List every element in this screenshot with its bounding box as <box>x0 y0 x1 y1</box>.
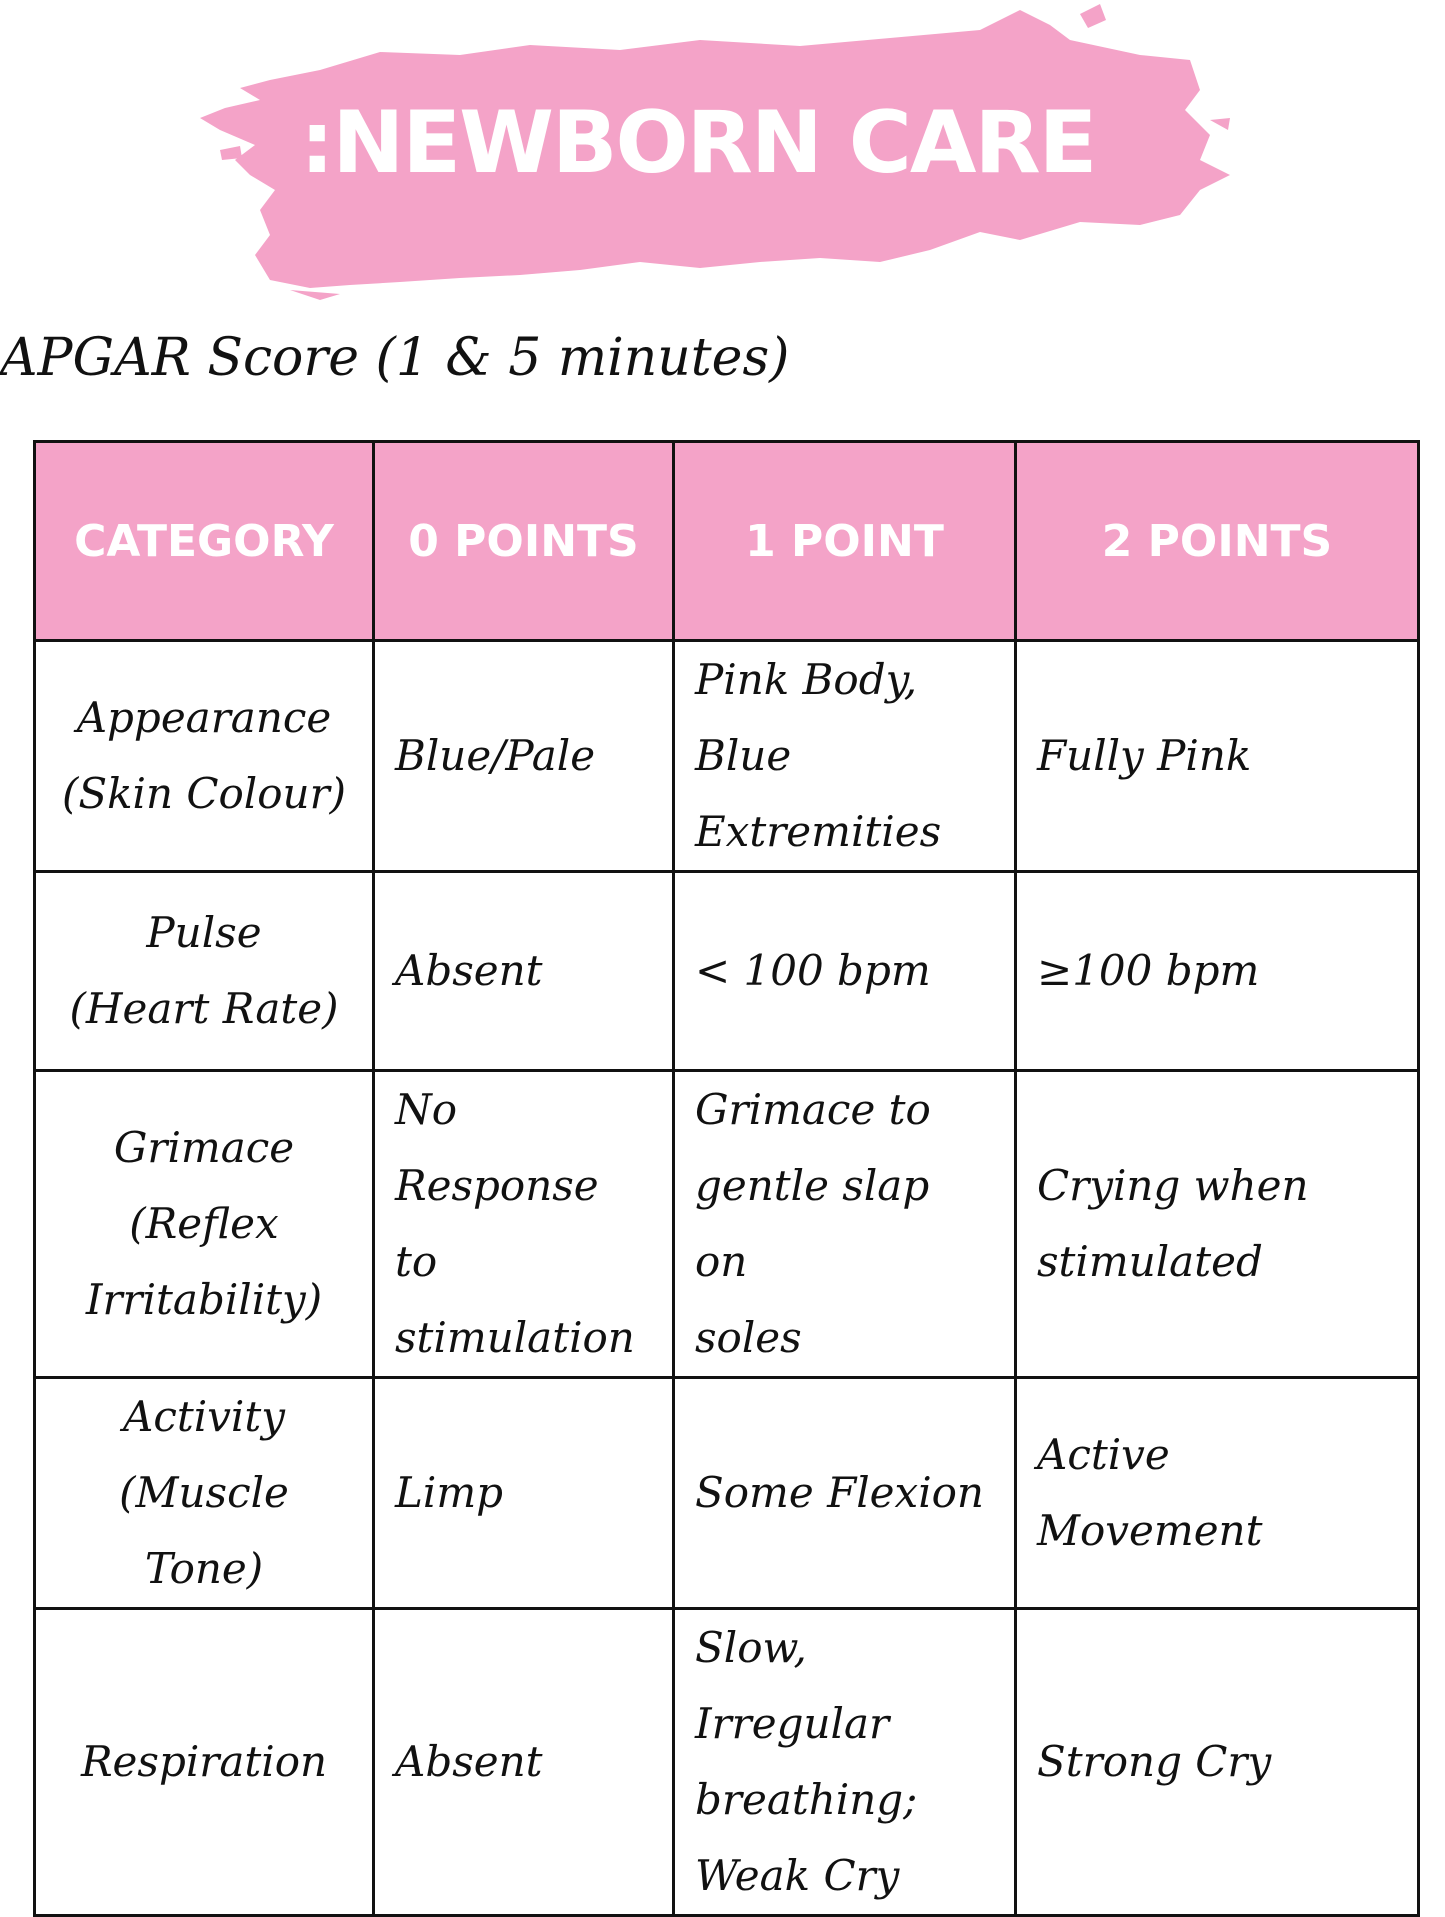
zero-points-cell <box>374 1609 674 1916</box>
zero-points-cell <box>374 641 674 872</box>
cell-line: (Heart Rate) <box>69 984 339 1033</box>
header-1-point: 1 POINT <box>674 442 1016 641</box>
cell-line: Crying when <box>1037 1161 1309 1210</box>
table-row <box>35 1609 1419 1916</box>
cell-line: soles <box>695 1313 802 1362</box>
table-row <box>35 641 1419 872</box>
two-points-cell <box>1016 641 1419 872</box>
cell-line: Irritability) <box>85 1275 323 1324</box>
cell-line: Active Movement <box>1037 1430 1263 1555</box>
cell-line: Absent <box>395 946 543 995</box>
two-points-cell <box>1016 1378 1419 1609</box>
table-row <box>35 1071 1419 1378</box>
cell-line: Slow, Irregular <box>695 1623 890 1748</box>
cell-line: Grimace to <box>695 1085 931 1134</box>
table-row <box>35 1378 1419 1609</box>
cell-line: (Muscle Tone) <box>119 1468 289 1593</box>
cell-line: (Reflex <box>129 1199 279 1248</box>
one-point-cell <box>674 1071 1016 1378</box>
cell-line: breathing; <box>695 1775 918 1824</box>
cell-line: Grimace <box>113 1123 295 1172</box>
zero-points-cell <box>374 1378 674 1609</box>
one-point-cell <box>674 1378 1016 1609</box>
cell-line: Weak Cry <box>695 1851 900 1900</box>
zero-points-cell <box>374 872 674 1071</box>
two-points-cell <box>1016 1071 1419 1378</box>
cell-line: Limp <box>395 1468 504 1517</box>
cell-line: Pulse <box>146 908 262 957</box>
category-cell <box>35 641 374 872</box>
category-cell <box>35 872 374 1071</box>
cell-line: Blue/Pale <box>395 731 596 780</box>
category-cell <box>35 1071 374 1378</box>
table-header-row <box>35 442 1419 641</box>
two-points-cell <box>1016 872 1419 1071</box>
apgar-score-table <box>33 440 1420 1917</box>
category-cell <box>35 1378 374 1609</box>
header-category: CATEGORY <box>35 442 374 641</box>
table-row <box>35 872 1419 1071</box>
header-2-points: 2 POINTS <box>1016 442 1419 641</box>
cell-line: gentle slap on <box>695 1161 930 1286</box>
subtitle: APGAR Score (1 & 5 minutes) <box>0 328 790 388</box>
cell-line: Respiration <box>80 1737 328 1786</box>
one-point-cell <box>674 641 1016 872</box>
cell-line: Extremities <box>695 807 942 856</box>
category-cell <box>35 1609 374 1916</box>
cell-line: ≥100 bpm <box>1037 946 1260 995</box>
cell-line: Pink Body, Blue <box>695 655 918 780</box>
header-0-points: 0 POINTS <box>374 442 674 641</box>
cell-line: Appearance <box>76 693 332 742</box>
cell-line: Some Flexion <box>695 1468 984 1517</box>
one-point-cell <box>674 1609 1016 1916</box>
cell-line: Fully Pink <box>1037 731 1252 780</box>
zero-points-cell <box>374 1071 674 1378</box>
cell-line: Absent <box>395 1737 543 1786</box>
two-points-cell <box>1016 1609 1419 1916</box>
one-point-cell <box>674 872 1016 1071</box>
cell-line: (Skin Colour) <box>61 769 347 818</box>
page-title: :NEWBORN CARE <box>300 93 1096 193</box>
cell-line: Activity <box>123 1392 285 1441</box>
cell-line: Strong Cry <box>1037 1737 1272 1786</box>
cell-line: < 100 bpm <box>695 946 931 995</box>
cell-line: stimulated <box>1037 1237 1263 1286</box>
cell-line: No Response <box>395 1085 599 1210</box>
cell-line: to stimulation <box>395 1237 635 1362</box>
